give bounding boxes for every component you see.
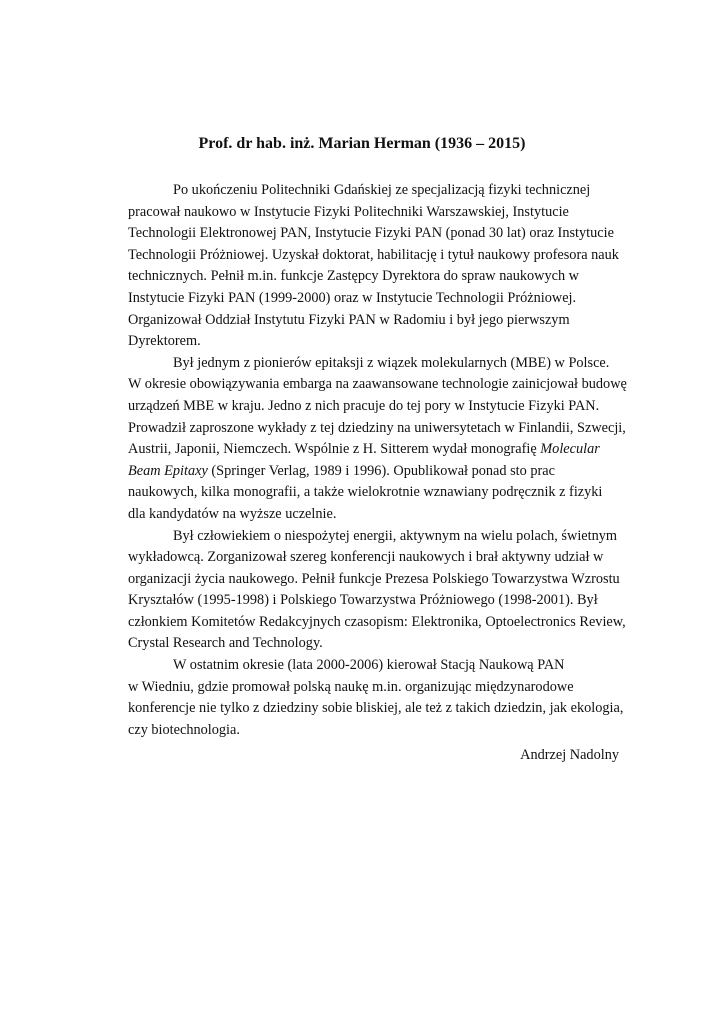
paragraph-activities [128,526,648,656]
text-line: Technologii Próżniowej. Uzyskał doktorat, habilitację i tytuł naukowy profesora nauk [128,246,619,263]
text-line: Organizował Oddział Instytutu Fizyki PAN w Radomiu i był jego pierwszym [128,311,570,328]
text-line: urządzeń MBE w kraju. Jedno z nich pracuje do tej pory w Instytucie Fizyki PAN. [128,397,600,414]
text-line: Po ukończeniu Politechniki Gdańskiej ze specjalizacją fizyki technicznej [173,182,591,198]
text-line: naukowych, kilka monografii, a także wielokrotnie wznawiany podręcznik z fizyki [128,484,603,501]
text-segment: Austrii, Japonii, Niemczech. Wspólnie z H. Sitterem wydał monografię [128,441,537,458]
text-line-with-italic [128,461,648,483]
text-line: Instytucie Fizyki PAN (1999-2000) oraz w Instytucie Technologii Próżniowej. [128,289,577,306]
document-body [128,180,648,741]
text-line: technicznych. Pełnił m.in. funkcje Zastępcy Dyrektora do spraw naukowych w [128,268,580,285]
text-line: członkiem Komitetów Redakcyjnych czasopism: Elektronika, Optoelectronics Review, [128,613,626,630]
text-line: wykładowcą. Zorganizował szereg konferencji naukowych i brał aktywny udział w [128,549,604,566]
text-line: dla kandydatów na wyższe uczelnie. [128,505,337,522]
italic-book-title-part: Beam Epitaxy [128,462,208,479]
paragraph-education [128,180,648,353]
text-line: Kryształów (1995-1998) i Polskiego Towarzystwa Próżniowego (1998-2001). Był [128,592,598,609]
text-line: organizacji życia naukowego. Pełnił funkcje Prezesa Polskiego Towarzystwa Wzrostu [128,570,620,587]
text-segment: (Springer Verlag, 1989 i 1996). Opublikował ponad sto prac [211,462,555,479]
text-line-with-italic [128,439,648,461]
text-line: konferencje nie tylko z dziedziny sobie bliskiej, ale też z takich dziedzin, jak ekologia, [128,700,624,717]
text-line: pracował naukowo w Instytucie Fizyki Politechniki Warszawskiej, Instytucie [128,203,569,220]
text-line: Prowadził zaproszone wykłady z tej dziedziny na uniwersytetach w Finlandii, Szwecji, [128,419,626,436]
text-line: W okresie obowiązywania embarga na zaawansowane technologie zainicjował budowę [128,376,627,393]
paragraph-vienna [128,655,648,741]
italic-book-title-part: Molecular [540,441,600,458]
text-line: czy biotechnologia. [128,721,240,738]
document-title: Prof. dr hab. inż. Marian Herman (1936 – 2015) [198,135,526,152]
text-line: Crystal Research and Technology. [128,635,323,652]
text-line: Dyrektorem. [128,333,201,350]
text-line: w Wiedniu, gdzie promował polską naukę m.in. organizując międzynarodowe [128,678,574,695]
text-line: Technologii Elektronowej PAN, Instytucie Fizyki PAN (ponad 30 lat) oraz Instytucie [128,225,614,242]
text-line: Był człowiekiem o niespożytej energii, aktywnym na wielu polach, świetnym [173,527,618,544]
paragraph-mbe [128,353,648,526]
author-signature: Andrzej Nadolny [520,747,619,763]
text-line: Był jednym z pionierów epitaksji z wiązek molekularnych (MBE) w Polsce. [173,354,610,371]
text-line: W ostatnim okresie (lata 2000-2006) kierował Stacją Naukową PAN [173,657,565,674]
